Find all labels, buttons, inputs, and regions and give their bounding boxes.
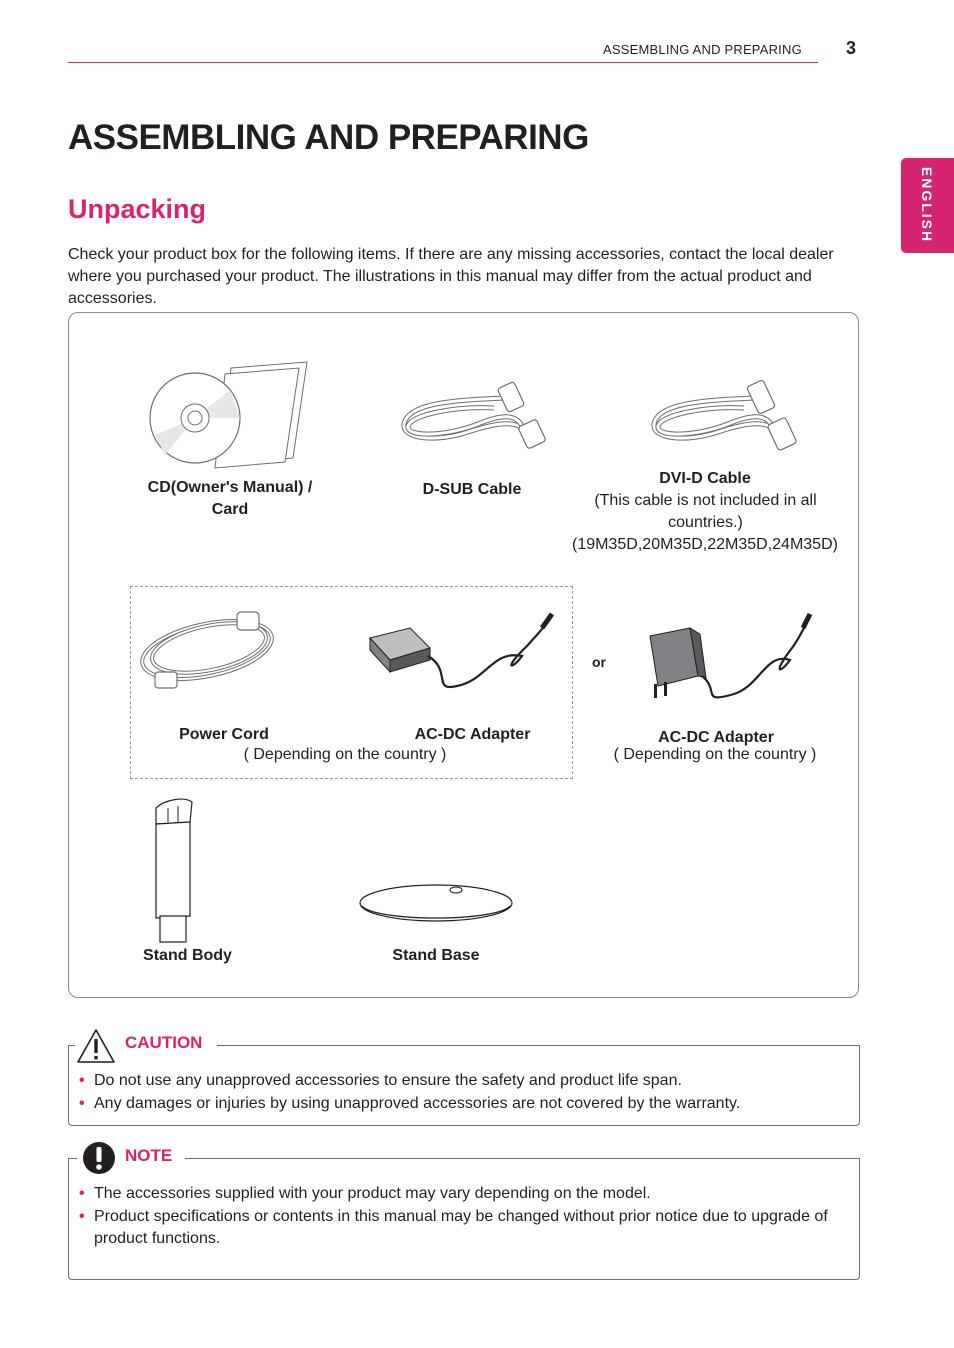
power-cord-illustration <box>137 606 282 692</box>
note-item-text: The accessories supplied with your product may vary depending on the model. <box>94 1185 651 1202</box>
ac-dc-adapter-wall-illustration <box>640 612 820 708</box>
adapter-2-label: AC-DC Adapter <box>658 729 774 746</box>
section-title: Unpacking <box>68 194 207 224</box>
adapter-1-label: AC-DC Adapter <box>414 726 531 743</box>
chapter-title: ASSEMBLING AND PREPARING <box>68 118 589 157</box>
stand-base-illustration <box>356 878 516 928</box>
bullet-icon: • <box>79 1072 85 1089</box>
ac-dc-adapter-brick-illustration <box>362 610 562 700</box>
caution-item-text: Any damages or injuries by using unapproved accessories are not covered by the warranty. <box>94 1094 741 1112</box>
note-item-text: Product specifications or contents in this manual may be changed without prior notice due to upgrade of product functions. <box>94 1207 828 1247</box>
dvi-cable-illustration <box>648 380 800 452</box>
caution-list <box>79 1070 844 1115</box>
dvi-models: (19M35D,20M35D,22M35D,24M35D) <box>572 536 838 553</box>
language-tab <box>901 158 954 253</box>
note-top-rule-left <box>69 1158 77 1159</box>
adapter-2-note: ( Depending on the country ) <box>613 746 817 763</box>
language-tab-label: ENGLISH <box>919 166 935 244</box>
stand-body-label: Stand Body <box>143 947 232 964</box>
adapter-1-note: ( Depending on the country ) <box>243 746 447 763</box>
intro-paragraph: Check your product box for the following items. If there are any missing accessories, contact the local dealer where you purchased your product. The illustrations in this manual may differ from the actual product and accessories. <box>68 246 834 307</box>
note-title: NOTE <box>125 1146 173 1165</box>
bullet-icon: • <box>79 1207 85 1225</box>
caution-item <box>79 1093 844 1116</box>
caution-top-rule-left <box>69 1045 75 1046</box>
dsub-cable-illustration <box>398 380 550 452</box>
dvi-note: (This cable is not included in all countries.) <box>594 492 817 531</box>
note-item <box>79 1206 849 1251</box>
caution-item-text: Do not use any unapproved accessories to ensure the safety and product life span. <box>94 1072 682 1089</box>
bullet-icon: • <box>79 1185 85 1202</box>
dsub-label: D-SUB Cable <box>422 481 522 498</box>
note-exclamation-icon <box>82 1141 116 1175</box>
running-header: ASSEMBLING AND PREPARING <box>603 42 802 57</box>
bullet-icon: • <box>79 1094 85 1112</box>
note-top-rule <box>185 1158 860 1159</box>
caution-top-rule <box>217 1045 860 1046</box>
cd-label: CD(Owner's Manual) / Card <box>147 479 313 518</box>
stand-base-label: Stand Base <box>392 947 480 964</box>
stand-body-illustration <box>148 796 200 944</box>
or-label: or <box>592 654 606 670</box>
note-list <box>79 1183 849 1251</box>
dvi-label: DVI-D Cable <box>659 470 751 487</box>
page-number: 3 <box>846 38 857 58</box>
caution-title: CAUTION <box>125 1033 203 1052</box>
cd-card-illustration <box>145 360 315 470</box>
note-item <box>79 1183 849 1206</box>
power-cord-label: Power Cord <box>179 726 269 743</box>
header-rule <box>68 62 818 63</box>
caution-item <box>79 1070 844 1093</box>
warning-triangle-icon <box>76 1028 116 1064</box>
